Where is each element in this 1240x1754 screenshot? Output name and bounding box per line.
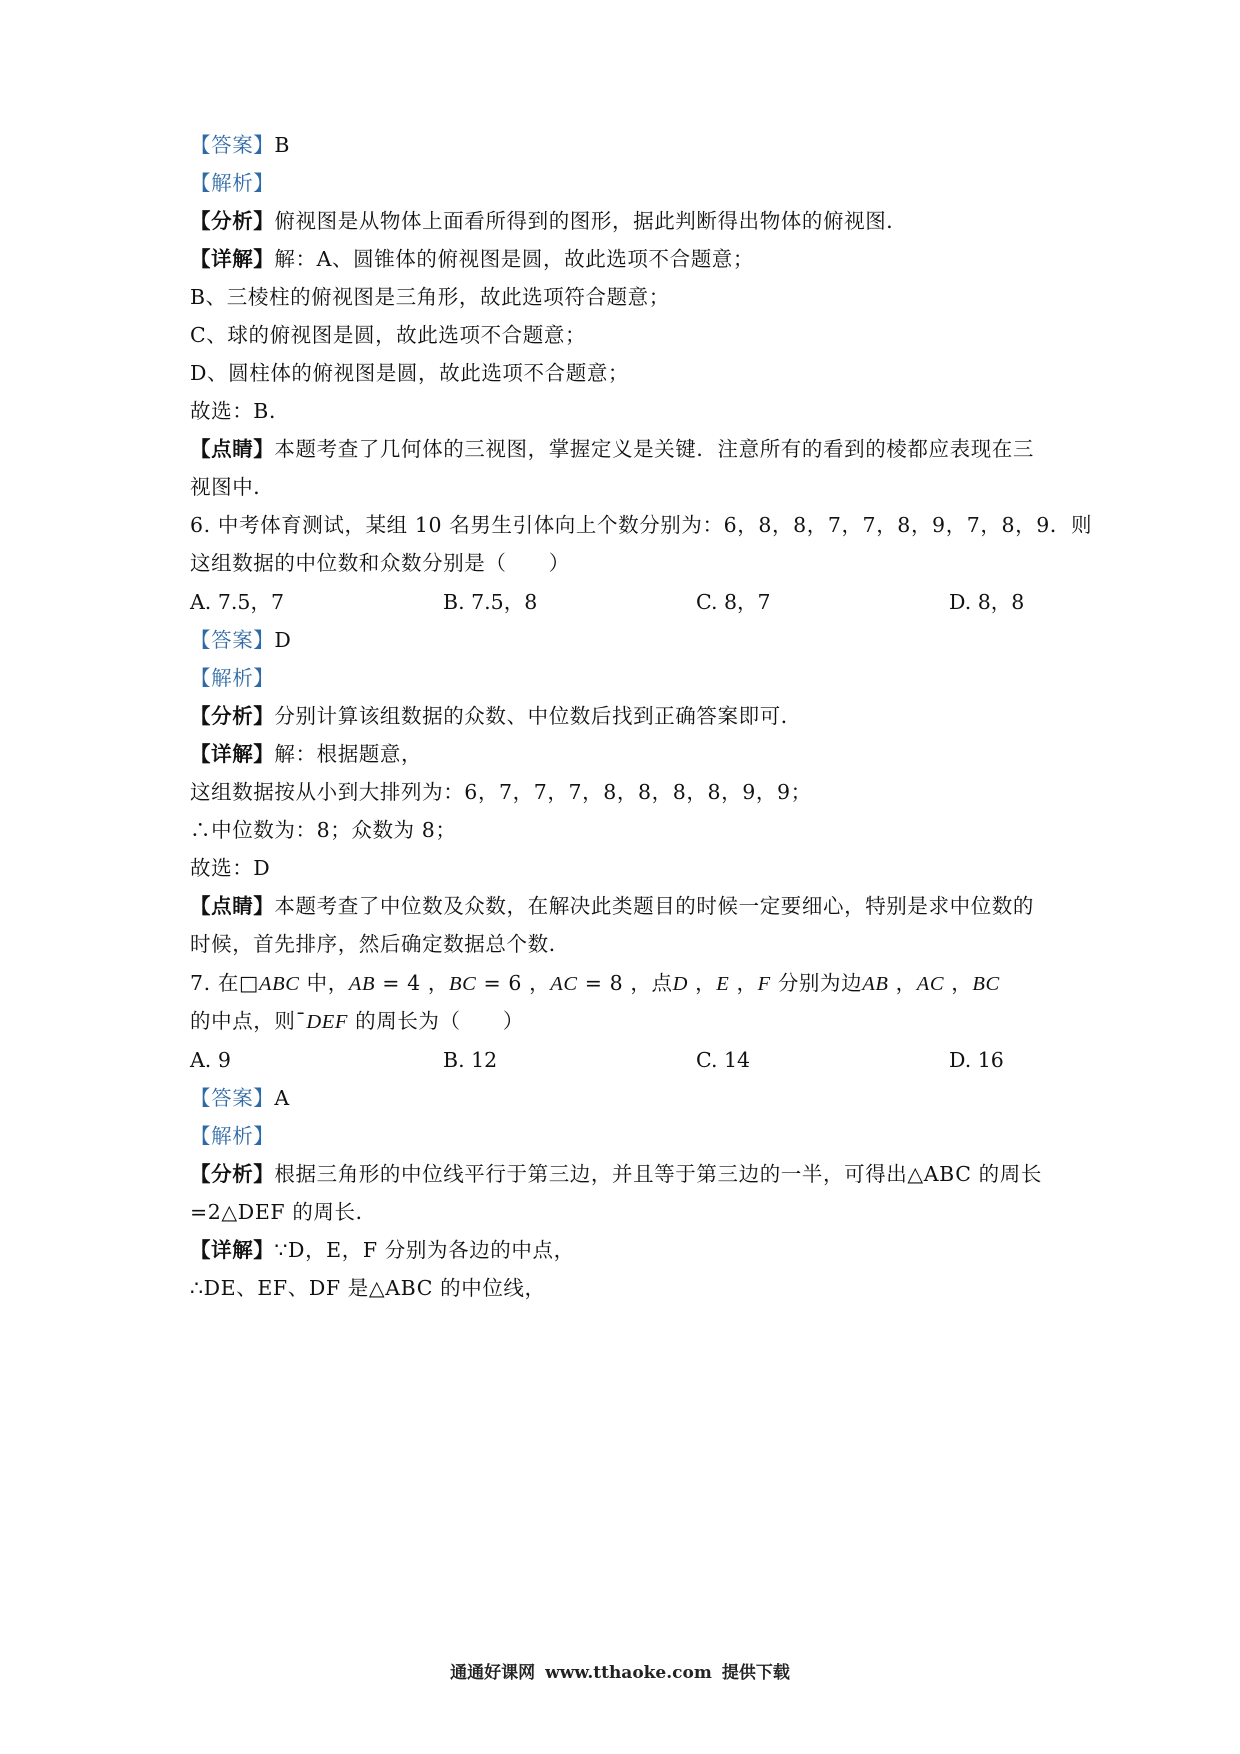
fenxi-tag: 【分析】 (190, 1162, 275, 1186)
q6-stem-line2: 这组数据的中位数和众数分别是（ ） (190, 551, 570, 575)
q6-result-line: ∴中位数为：8；众数为 8； (190, 818, 457, 842)
xiangjie-tag: 【详解】 (190, 1238, 275, 1262)
q7-analysis-line (190, 1121, 274, 1151)
stem-text: ， (688, 971, 717, 995)
q6-options (190, 587, 1050, 617)
q7-midline-line: ∴DE、EF、DF 是△ABC 的中位线， (190, 1276, 546, 1300)
analysis-tag: 【解析】 (190, 1124, 275, 1148)
triangle-symbol: ¯ (295, 1009, 307, 1033)
answer-value: A (274, 1086, 290, 1110)
q6-answer-line (190, 625, 291, 655)
q6-stem-line1: 6. 中考体育测试，某组 10 名男生引体向上个数分别为：6，8，8，7，7，8，9，7，8，9．则 (190, 513, 1093, 537)
q6-sorted-line: 这组数据按从小到大排列为：6，7，7，7，8，8，8，8，9，9； (190, 780, 812, 804)
q5-dianjing-cont: 视图中． (190, 475, 275, 499)
math-ac: AC (550, 973, 578, 995)
q5-conclusion: 故选：B． (190, 399, 291, 423)
answer-tag: 【答案】 (190, 628, 275, 652)
math-d: D (672, 973, 689, 995)
q5-answer-line (190, 130, 290, 160)
xiangjie-text: 解：根据题意， (274, 742, 423, 766)
q5-line-b: B、三棱柱的俯视图是三角形，故此选项符合题意； (190, 285, 670, 309)
q6-analysis-line (190, 663, 274, 693)
q7-stem-line1 (190, 968, 1000, 999)
stem-text: ， (888, 971, 917, 995)
analysis-tag: 【解析】 (190, 666, 275, 690)
q5-line-d: D、圆柱体的俯视图是圆，故此选项不合题意； (190, 361, 630, 385)
xiangjie-tag: 【详解】 (190, 742, 275, 766)
xiangjie-text: ∵D，E，F 分别为各边的中点， (274, 1238, 575, 1262)
fenxi-text: 分别计算该组数据的众数、中位数后找到正确答案即可． (274, 704, 802, 728)
stem-text: 的周长为（ ） (348, 1009, 524, 1033)
xiangjie-tag: 【详解】 (190, 247, 275, 271)
q6-option-d: D. 8，8 (949, 590, 1025, 614)
dianjing-text: 本题考查了中位数及众数，在解决此类题目的时候一定要细心，特别是求中位数的 (274, 894, 1035, 918)
analysis-tag: 【解析】 (190, 171, 275, 195)
page-footer (0, 1658, 1240, 1683)
q7-option-a: A. 9 (190, 1048, 231, 1072)
math-def: DEF (306, 1011, 349, 1033)
q7-number: 7. 在 (190, 971, 239, 995)
q7-option-c: C. 14 (696, 1048, 751, 1072)
answer-value: D (274, 628, 292, 652)
stem-text: = 8 ，点 (577, 971, 673, 995)
dianjing-text: 本题考查了几何体的三视图，掌握定义是关键．注意所有的看到的棱都应表现在三 (274, 437, 1035, 461)
stem-text: = 6 ， (476, 971, 551, 995)
stem-text: = 4 ， (375, 971, 449, 995)
fenxi-tag: 【分析】 (190, 704, 275, 728)
math-abc: ABC (258, 973, 300, 995)
q7-options (190, 1045, 1050, 1075)
q7-fenxi-cont: =2△DEF 的周长． (190, 1200, 377, 1224)
q5-fenxi-line (190, 206, 907, 236)
triangle-symbol: □ (238, 971, 259, 995)
math-ac: AC (916, 973, 945, 995)
fenxi-text: 俯视图是从物体上面看所得到的图形，据此判断得出物体的俯视图． (274, 209, 908, 233)
q7-fenxi-line (190, 1159, 1042, 1189)
q6-fenxi-line (190, 701, 802, 731)
math-bc: BC (448, 973, 477, 995)
footer-url[interactable]: www.tthaoke.com (545, 1663, 712, 1683)
xiangjie-text: 解：A、圆锥体的俯视图是圆，故此选项不合题意； (274, 247, 755, 271)
fenxi-tag: 【分析】 (190, 209, 275, 233)
stem-text: ， (729, 971, 758, 995)
q5-dianjing-line (190, 434, 1034, 464)
dianjing-tag: 【点睛】 (190, 437, 275, 461)
q7-stem-line2 (190, 1006, 524, 1037)
q6-dianjing-cont: 时候，首先排序，然后确定数据总个数． (190, 932, 570, 956)
q7-answer-line (190, 1083, 290, 1113)
fenxi-text: 根据三角形的中位线平行于第三边，并且等于第三边的一半，可得出△ABC 的周长 (274, 1162, 1042, 1186)
footer-site: 通通好课网 (450, 1663, 536, 1683)
q5-xiangjie-line (190, 244, 754, 274)
stem-text: 中， (299, 971, 349, 995)
math-f: F (757, 973, 771, 995)
q6-dianjing-line (190, 891, 1034, 921)
q6-option-b: B. 7.5，8 (443, 590, 538, 614)
q7-option-d: D. 16 (949, 1048, 1004, 1072)
q6-xiangjie-line (190, 739, 422, 769)
math-ab: AB (862, 973, 889, 995)
stem-text: ， (944, 971, 973, 995)
answer-value: B (274, 133, 291, 157)
math-e: E (716, 973, 730, 995)
dianjing-tag: 【点睛】 (190, 894, 275, 918)
math-ab: AB (348, 973, 376, 995)
answer-tag: 【答案】 (190, 133, 275, 157)
answer-tag: 【答案】 (190, 1086, 275, 1110)
q6-option-c: C. 8，7 (696, 590, 771, 614)
math-bc: BC (972, 973, 1000, 995)
q7-option-b: B. 12 (443, 1048, 498, 1072)
q5-analysis-line (190, 168, 274, 198)
stem-text: 分别为边 (770, 971, 863, 995)
q5-line-c: C、球的俯视图是圆，故此选项不合题意； (190, 323, 587, 347)
q6-conclusion: 故选：D (190, 856, 271, 880)
footer-provide: 提供下载 (721, 1663, 790, 1683)
q7-xiangjie-line (190, 1235, 575, 1265)
q6-option-a: A. 7.5，7 (190, 590, 284, 614)
stem-text: 的中点，则 (190, 1009, 296, 1033)
